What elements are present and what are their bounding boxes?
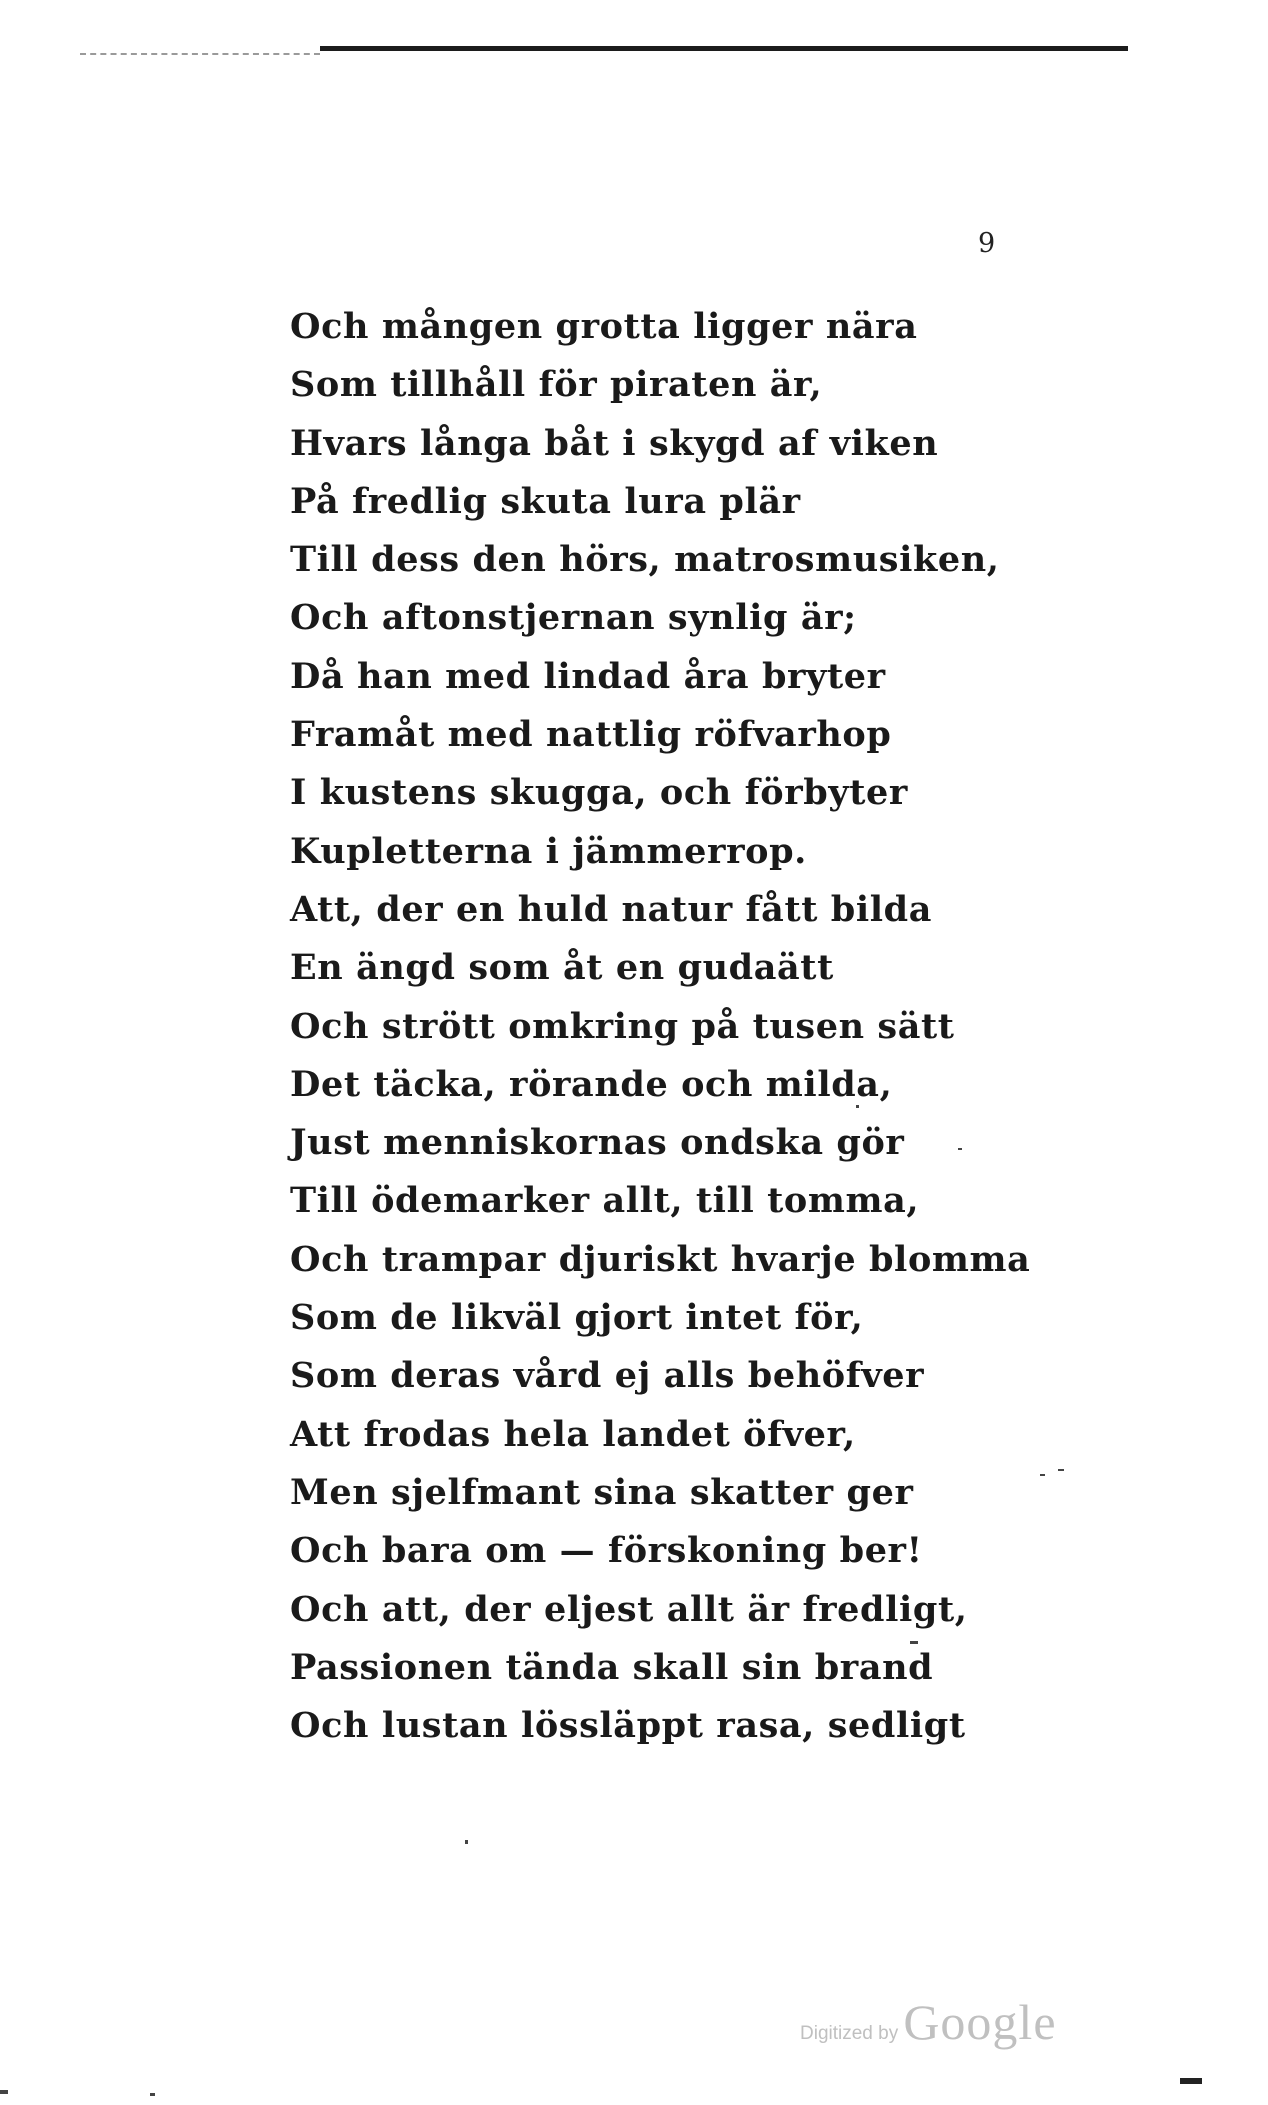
poem-line: Och bara om — förskoning ber!	[290, 1530, 923, 1572]
poem-body	[290, 298, 1190, 1755]
digitized-by-google-watermark	[800, 1993, 1057, 2051]
poem-line: På fredlig skuta lura plär	[290, 480, 801, 522]
scan-speck	[0, 2090, 8, 2094]
poem-line: Men sjelfmant sina skatter ger	[290, 1471, 914, 1513]
top-rule	[320, 46, 1128, 51]
poem-line: Som de likväl gjort intet för,	[290, 1297, 864, 1339]
poem-line: Att frodas hela landet öfver,	[290, 1413, 856, 1455]
scan-speck	[910, 1641, 918, 1644]
poem-line: I kustens skugga, och förbyter	[290, 772, 908, 814]
scan-speck	[856, 1105, 859, 1108]
poem-line: Och trampar djuriskt hvarje blomma	[290, 1238, 1031, 1280]
poem-line: Och lustan lössläppt rasa, sedligt	[290, 1705, 966, 1747]
poem-line: Som tillhåll för piraten är,	[290, 364, 823, 406]
poem-line: Och mången grotta ligger nära	[290, 306, 918, 347]
poem-line: Det täcka, rörande och milda,	[290, 1063, 893, 1105]
poem-line: Hvars långa båt i skygd af viken	[290, 422, 939, 464]
poem-line: Då han med lindad åra bryter	[290, 655, 886, 697]
page-number: 9	[978, 228, 996, 259]
poem-line: Kupletterna i jämmerrop.	[290, 830, 807, 872]
poem-line: Som deras vård ej alls behöfver	[290, 1355, 925, 1397]
scan-speck	[1058, 1469, 1064, 1471]
poem-line: Och att, der eljest allt är fredligt,	[290, 1588, 968, 1630]
scan-speck	[1040, 1474, 1045, 1476]
poem-line: Passionen tända skall sin brand	[290, 1646, 934, 1688]
top-rule-faint	[80, 53, 320, 55]
poem-line: En ängd som åt en gudaätt	[290, 947, 834, 989]
poem-line: Och strött omkring på tusen sätt	[290, 1005, 955, 1047]
poem-line: Just menniskornas ondska gör	[290, 1122, 905, 1164]
poem-line: Till ödemarker allt, till tomma,	[290, 1180, 920, 1222]
corner-mark	[1180, 2078, 1202, 2084]
poem-line: Till dess den hörs, matrosmusiken,	[290, 539, 1000, 581]
google-wordmark: Google	[903, 1994, 1057, 2050]
poem-line: Framåt med nattlig röfvarhop	[290, 714, 892, 756]
scan-speck	[958, 1148, 962, 1150]
poem-line: Och aftonstjernan synlig är;	[290, 597, 857, 639]
scan-speck	[465, 1840, 468, 1844]
poem-line: Att, der en huld natur fått bilda	[290, 888, 932, 930]
scan-speck	[150, 2093, 155, 2096]
watermark-prefix: Digitized by	[800, 2023, 899, 2044]
